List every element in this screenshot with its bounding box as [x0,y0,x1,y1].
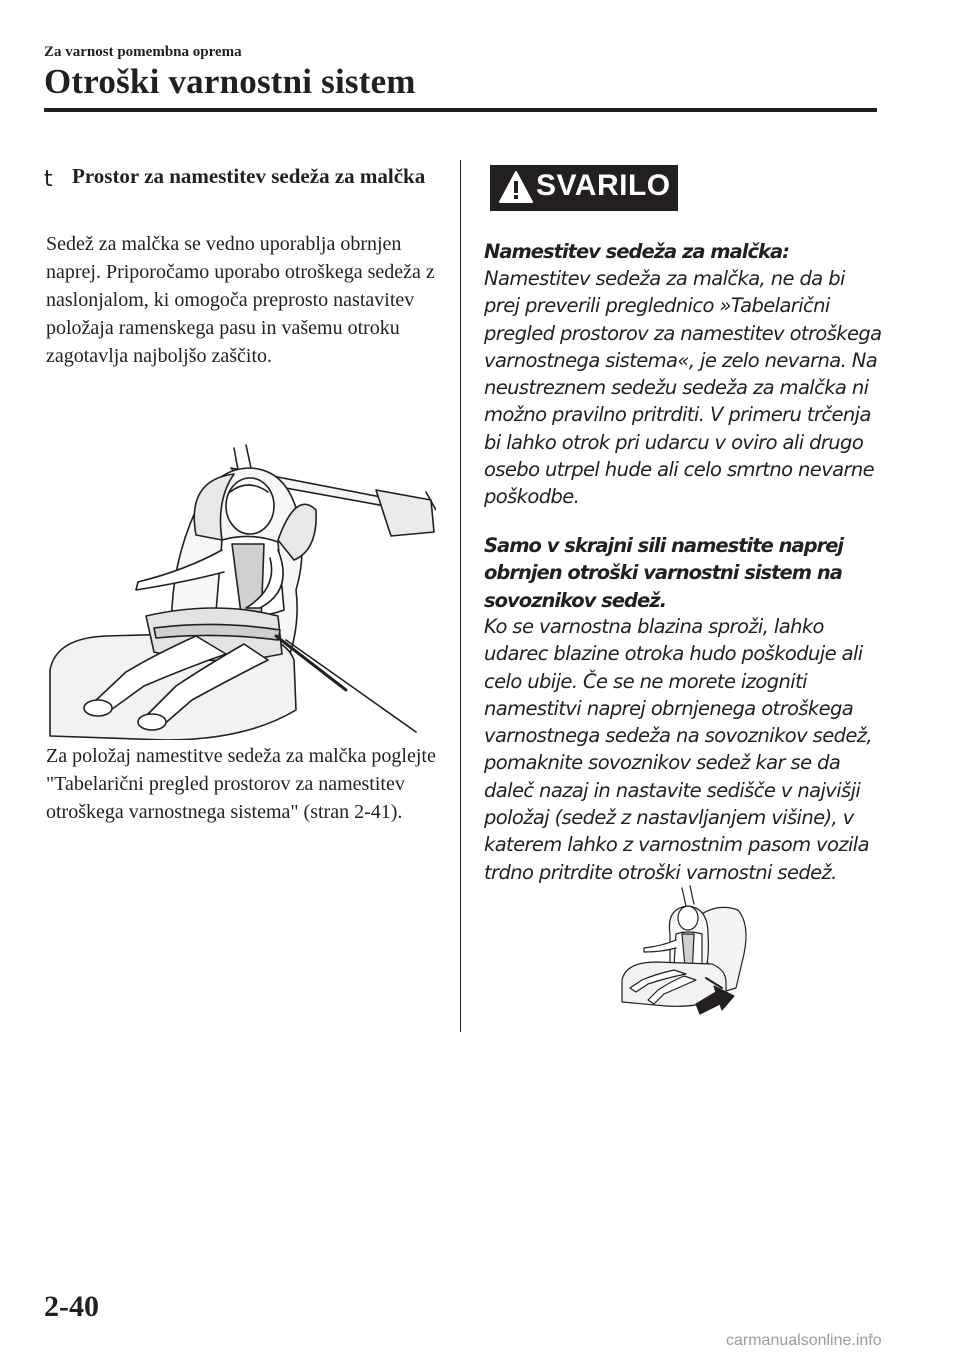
section-label: Za varnost pomembna oprema [44,44,242,60]
warning-heading-2: Samo v skrajni sili namestite naprej obrnjen otroški varnostni sistem na sovoznikov sedež. [484,534,844,612]
warning-label: SVARILO [536,169,671,202]
section-heading: Prostor za namestitev sedeža za malčka [72,164,426,188]
intro-paragraph: Sedež za malčka se vedno uporablja obrnjen naprej. Priporočamo uporabo otroškega sedeža z naslonjalom, ki omogoča preprosto nastavitev položaja ramenskega pasu in vašemu otroku zagotavlja najboljšo zaščito. [46,233,435,367]
warning-text-1: Namestitev sedeža za malčka, ne da bi prej preverili preglednico »Tabelarični pregled prostorov za namestitev otroškega varnostnega sistema«, je zelo nevarna. Na neustreznem sedežu sedeža za malčka ni možno pravilno pritrditi. V primeru trčenja bi lahko otrok pri udarcu v oviro ali drugo osebo utrpel hude ali celo smrtno nevarne poškodbe. [484,267,882,509]
page-number: 2-40 [44,1290,99,1323]
page-title: Otroški varnostni sistem [44,62,416,101]
bullet-marker: t [44,167,53,192]
warning-triangle-icon [498,170,534,204]
title-divider [44,108,877,112]
footer-website[interactable]: carmanualsonline.info [726,1332,882,1349]
warning-badge [490,165,678,211]
column-divider [460,160,461,1032]
reference-paragraph: Za položaj namestitve sedeža za malčka poglejte "Tabelarični pregled prostorov za namestitev otroškega varnostnega sistema" (stran 2-41). [46,745,436,823]
rearward-seat-illustration [616,884,756,1026]
booster-seat-illustration [46,440,436,740]
warning-heading-1: Namestitev sedeža za malčka: [484,240,789,263]
warning-text-2: Ko se varnostna blazina sproži, lahko udarec blazine otroka hudo poškoduje ali celo ubije. Če se ne morete izogniti namestitvi naprej obrnjenega otroškega varnostnega sedeža na sovoznikov sedež, pomaknite sovoznikov sedež kar se da daleč nazaj in nastavite sedišče v najvišji položaj (sedež z nastavljanjem višine), v katerem lahko z varnostnim pasom vozila trdno pritrdite otroški varnostni sedež. [484,615,873,884]
